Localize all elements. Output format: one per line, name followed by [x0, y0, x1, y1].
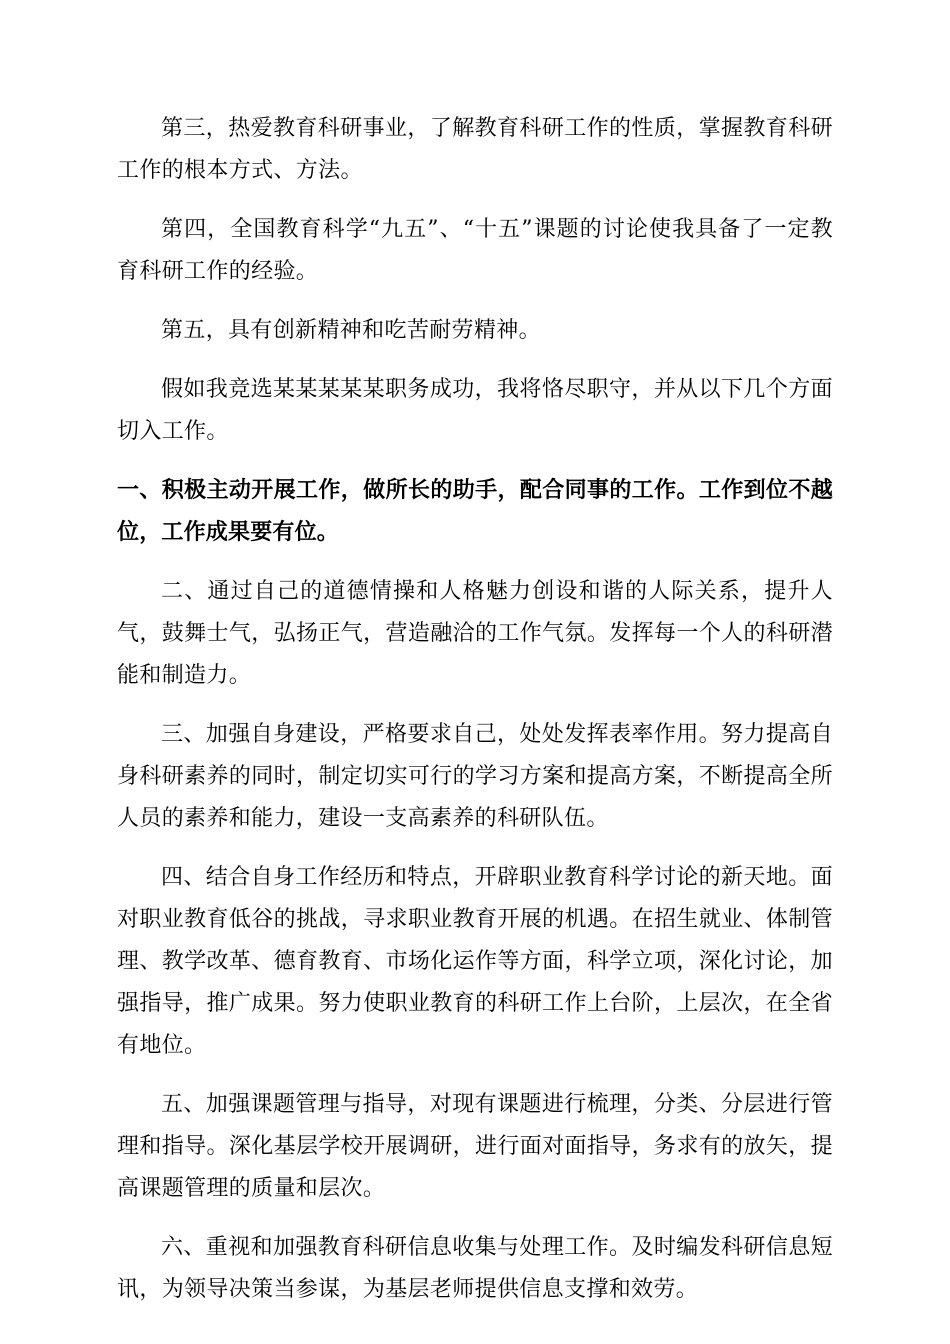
paragraph-intro-plan: 假如我竞选某某某某某职务成功，我将恪尽职守，并从以下几个方面切入工作。: [117, 377, 833, 444]
section-heading-one: 一、积极主动开展工作，做所长的助手，配合同事的工作。工作到位不越位，工作成果要有位。: [117, 478, 833, 545]
paragraph-item-four: 四、结合自身工作经历和特点，开辟职业教育科学讨论的新天地。面对职业教育低谷的挑战，寻求职业教育开展的机遇。在招生就业、体制管理、教学改革、德育教育、市场化运作等方面，科学立项，深化讨论，加强指导，推广成果。努力使职业教育的科研工作上台阶，上层次，在全省有地位。: [117, 865, 833, 1058]
paragraph-item-six: 六、重视和加强教育科研信息收集与处理工作。及时编发科研信息短讯，为领导决策当参谋，为基层老师提供信息支撑和效劳。: [117, 1235, 833, 1302]
paragraph-fourth-point: 第四，全国教育科学“九五”、“十五”课题的讨论使我具备了一定教育科研工作的经验。: [117, 217, 833, 284]
paragraph-item-five: 五、加强课题管理与指导，对现有课题进行梳理，分类、分层进行管理和指导。深化基层学校开展调研，进行面对面指导，务求有的放矢，提高课题管理的质量和层次。: [117, 1092, 833, 1201]
paragraph-item-three: 三、加强自身建设，严格要求自己，处处发挥表率作用。努力提高自身科研素养的同时，制定切实可行的学习方案和提高方案，不断提高全所人员的素养和能力，建设一支高素养的科研队伍。: [117, 722, 833, 831]
paragraph-item-two: 二、通过自己的道德情操和人格魅力创设和谐的人际关系，提升人气，鼓舞士气，弘扬正气，营造融洽的工作气氛。发挥每一个人的科研潜能和制造力。: [117, 579, 833, 688]
paragraph-fifth-point: 第五，具有创新精神和吃苦耐劳精神。: [161, 318, 541, 343]
document-page: [117, 108, 833, 1328]
paragraph-third-point: 第三，热爱教育科研事业，了解教育科研工作的性质，掌握教育科研工作的根本方式、方法。: [117, 116, 833, 183]
